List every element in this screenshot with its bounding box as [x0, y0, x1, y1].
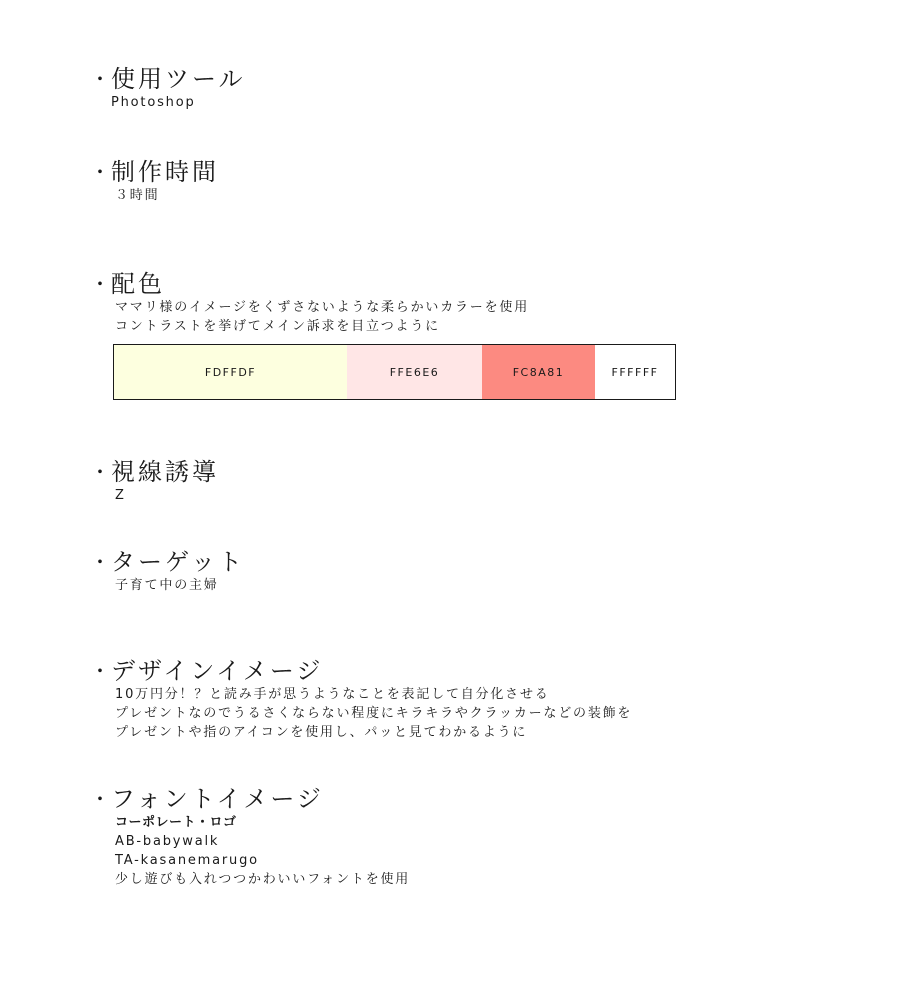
- time-title: 制作時間: [111, 158, 219, 186]
- section-heading: [90, 657, 870, 685]
- section-design: [90, 657, 870, 742]
- design-title: デザインイメージ: [111, 657, 324, 685]
- bullet-marker: ・: [90, 550, 113, 574]
- design-line: 10万円分！？と読み手が思うようなことを表記して自分化させる: [115, 687, 550, 702]
- time-body: [115, 186, 870, 205]
- swatch-ffe6e6: [347, 345, 482, 399]
- design-line: プレゼントや指のアイコンを使用し、パッと見てわかるように: [115, 725, 528, 740]
- colors-line: ママリ様のイメージをくずさないような柔らかいカラーを使用: [115, 300, 530, 315]
- font-title: フォントイメージ: [111, 785, 324, 813]
- gaze-title: 視線誘導: [111, 458, 219, 486]
- time-line: ３時間: [115, 188, 160, 203]
- font-line: AB-babywalk: [115, 834, 220, 849]
- target-title: ターゲット: [111, 548, 246, 576]
- section-heading: [90, 270, 870, 298]
- colors-title: 配色: [111, 270, 165, 298]
- font-line: 少し遊びも入れつつかわいいフォントを使用: [115, 872, 411, 887]
- design-body: [115, 685, 870, 742]
- font-body: [115, 813, 870, 889]
- section-tools: [90, 65, 870, 112]
- swatch-code: FFFFFF: [611, 365, 659, 379]
- target-body: [115, 576, 870, 595]
- gaze-line: Z: [115, 488, 126, 503]
- swatch-code: FC8A81: [512, 365, 565, 379]
- swatch-code: FFE6E6: [389, 365, 440, 379]
- font-line: TA-kasanemarugo: [115, 853, 259, 868]
- section-heading: [90, 158, 870, 186]
- tools-title: 使用ツール: [111, 65, 246, 93]
- bullet-marker: ・: [90, 787, 113, 811]
- section-gaze: [90, 458, 870, 505]
- color-palette: [113, 344, 676, 400]
- bullet-marker: ・: [90, 272, 113, 296]
- section-colors: [90, 270, 870, 400]
- tools-line: Photoshop: [111, 95, 196, 110]
- section-time: [90, 158, 870, 205]
- swatch-fc8a81: [482, 345, 595, 399]
- gaze-body: [115, 486, 870, 505]
- swatch-code: FDFFDF: [204, 365, 257, 379]
- target-line: 子育て中の主婦: [115, 578, 219, 593]
- swatch-ffffff: [595, 345, 675, 399]
- section-heading: [90, 785, 870, 813]
- bullet-marker: ・: [90, 659, 113, 683]
- section-target: [90, 548, 870, 595]
- bullet-marker: ・: [90, 160, 113, 184]
- design-line: プレゼントなのでうるさくならない程度にキラキラやクラッカーなどの装飾を: [115, 706, 633, 721]
- colors-body: [115, 298, 870, 336]
- bullet-marker: ・: [90, 67, 113, 91]
- section-heading: [90, 548, 870, 576]
- section-heading: [90, 458, 870, 486]
- colors-line: コントラストを挙げてメイン訴求を目立つように: [115, 319, 440, 334]
- section-font: [90, 785, 870, 889]
- section-heading: [90, 65, 870, 93]
- swatch-fdffdf: [114, 345, 347, 399]
- bullet-marker: ・: [90, 460, 113, 484]
- font-sample-corporate-logo: コーポレート・ロゴ: [115, 815, 237, 830]
- tools-body: [111, 93, 870, 112]
